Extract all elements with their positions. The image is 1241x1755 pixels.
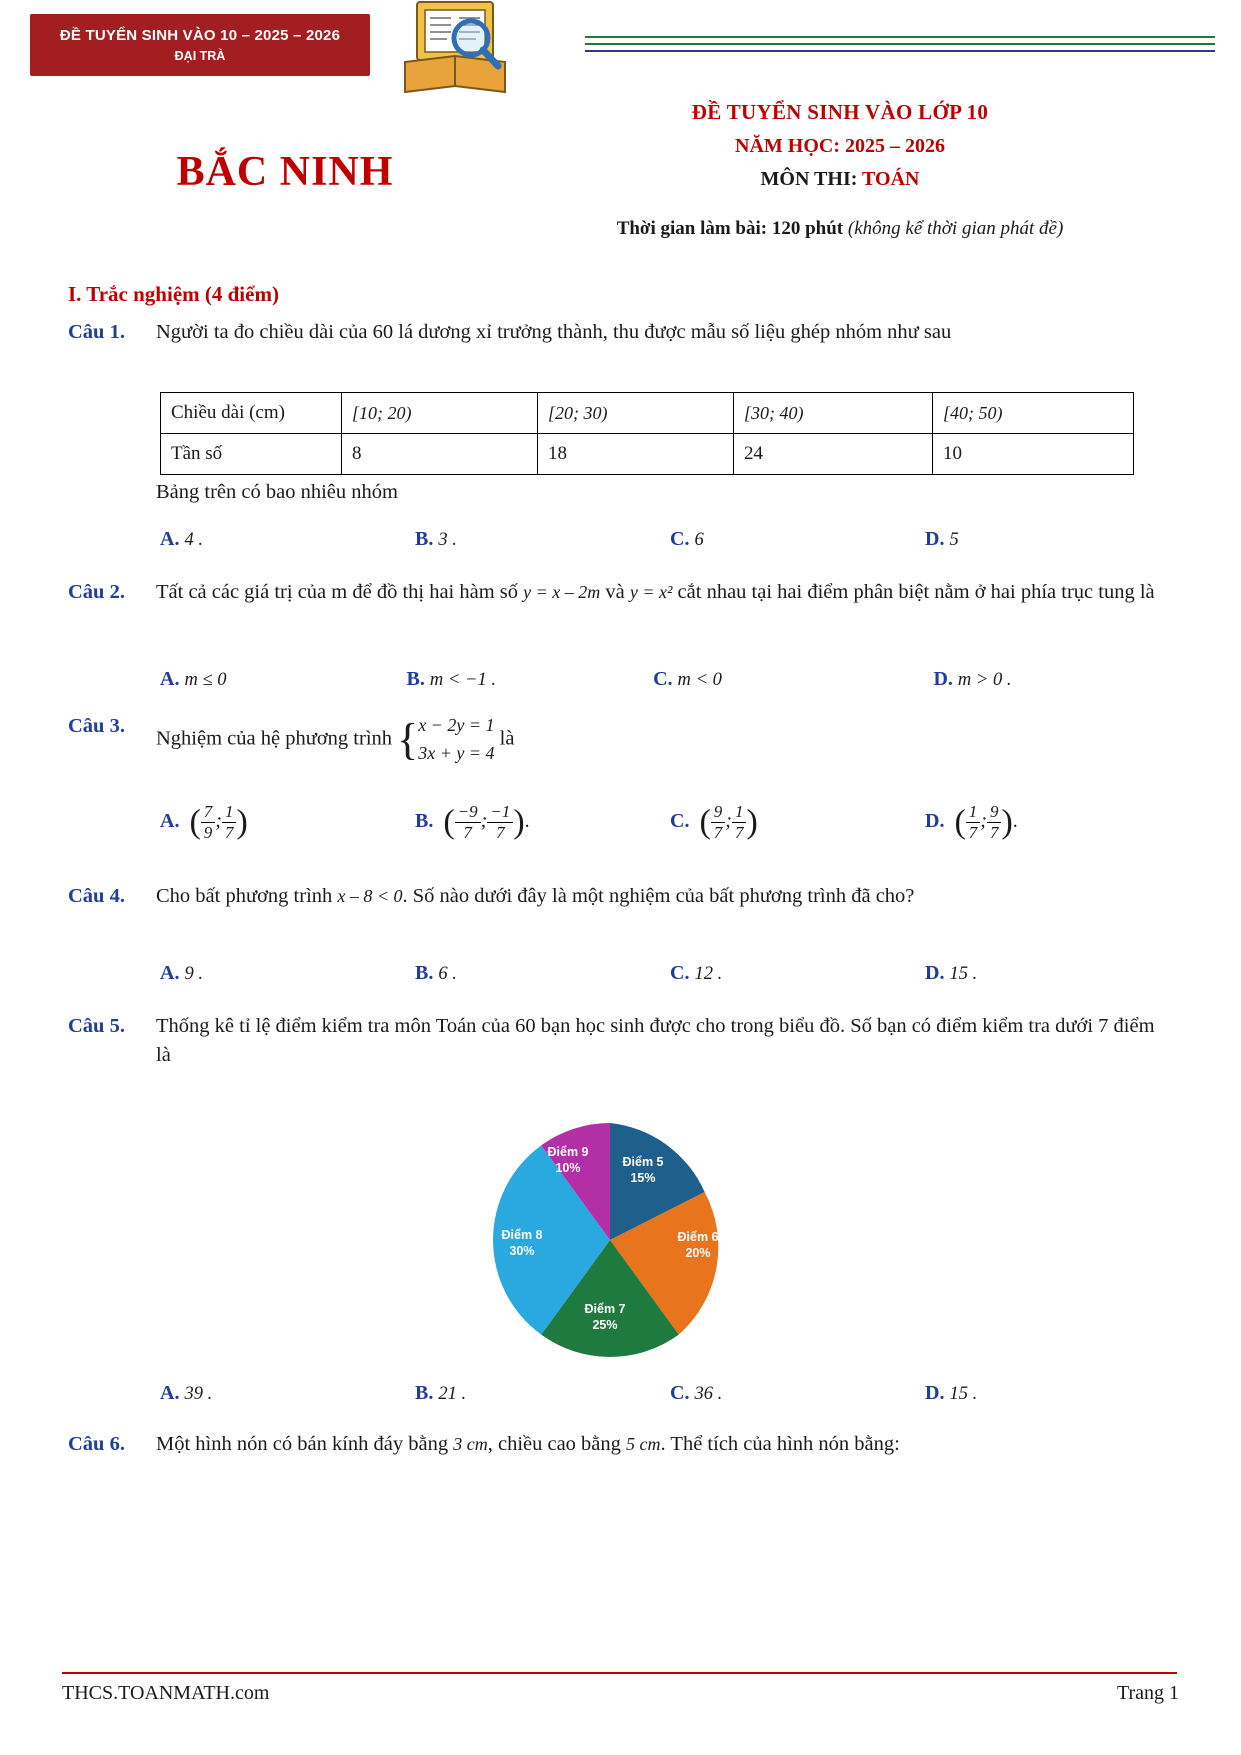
question-1-text: Người ta đo chiều dài của 60 lá dương xỉ trưởng thành, thu được mẫu số liệu ghép nhóm như sau — [156, 321, 952, 343]
option-c[interactable] — [670, 528, 925, 551]
option-value: 21 . — [438, 1384, 467, 1404]
option-key: D. — [925, 1382, 945, 1404]
paren-open: ( — [443, 803, 455, 841]
question-1-options — [160, 528, 1180, 551]
pie-label-diem-7: Điểm 7 25% — [584, 1302, 626, 1332]
paren-close: ) — [746, 803, 758, 841]
option-key: A. — [160, 810, 180, 833]
option-key: C. — [670, 1382, 690, 1404]
option-key: B. — [415, 528, 434, 550]
option-a[interactable] — [160, 668, 407, 691]
table-cell: 18 — [538, 434, 734, 475]
option-b[interactable] — [415, 1382, 670, 1405]
option-key: C. — [670, 962, 690, 984]
book-magnifier-icon — [395, 0, 515, 100]
banner-line-2: ĐẠI TRÀ — [174, 49, 226, 63]
table-header-length: Chiều dài (cm) — [161, 393, 342, 434]
question-3-options — [160, 802, 1180, 843]
q6-radius: 3 cm — [453, 1434, 488, 1454]
paren-close: ) — [1001, 803, 1013, 841]
option-a[interactable] — [160, 528, 415, 551]
option-key: B. — [406, 668, 425, 690]
table-cell: 10 — [933, 434, 1134, 475]
pie-value-diem-9: 10% — [555, 1160, 581, 1175]
option-a[interactable] — [160, 1382, 415, 1405]
q4-inequality: x – 8 < 0 — [337, 886, 403, 906]
fraction-2: $\frac{1}{7}$ — [732, 802, 747, 843]
option-key: B. — [415, 962, 434, 984]
q3-equations — [418, 712, 494, 768]
option-value: 6 — [694, 530, 704, 550]
table-cell: [30; 40) — [734, 393, 933, 434]
header-rule-lines — [585, 36, 1215, 57]
q2-function-2: y = x² — [629, 582, 673, 602]
q3-text-b: là — [494, 727, 515, 750]
question-2-options — [160, 668, 1180, 691]
option-key: C. — [670, 528, 690, 550]
paren-close: ) — [236, 803, 248, 841]
option-key: A. — [160, 962, 180, 984]
q3-eq-1: x − 2y = 1 — [418, 715, 495, 735]
option-d[interactable] — [925, 1382, 1180, 1405]
paren-close: ) — [513, 803, 525, 841]
pie-value-diem-7: 25% — [592, 1317, 618, 1332]
question-5-options — [160, 1382, 1180, 1405]
pie-value-diem-8: 30% — [509, 1243, 535, 1258]
question-2-label: Câu 2. — [68, 581, 125, 603]
question-2 — [68, 578, 1173, 607]
pie-value-diem-6: 20% — [685, 1245, 711, 1260]
option-value: m > 0 . — [957, 670, 1012, 690]
grade-distribution-pie-chart — [480, 1110, 760, 1385]
option-key: D. — [925, 528, 945, 550]
fraction-1: $\frac{1}{7}$ — [966, 802, 981, 843]
option-value: 9 . — [184, 964, 203, 984]
q6-height: 5 cm — [626, 1434, 661, 1454]
exam-banner — [30, 14, 370, 76]
question-4-text — [156, 882, 1156, 911]
table-cell: 8 — [342, 434, 538, 475]
option-key: B. — [415, 1382, 434, 1404]
question-1-followup — [68, 478, 1173, 507]
exam-title-line-1: ĐỀ TUYỂN SINH VÀO LỚP 10 — [691, 100, 989, 124]
question-3 — [68, 712, 1173, 768]
question-6-label: Câu 6. — [68, 1433, 125, 1455]
option-a[interactable] — [160, 962, 415, 985]
question-1 — [68, 318, 1173, 347]
q4-text-b: . Số nào dưới đây là một nghiệm của bất phương trình đã cho? — [402, 885, 915, 907]
subject-name: TOÁN — [862, 168, 920, 190]
question-5 — [68, 1012, 1173, 1070]
option-key: C. — [653, 668, 673, 690]
option-a[interactable]: A. ( $\frac{7}{9}$ ; $\frac{1}{7}$ ) — [160, 802, 248, 842]
option-c[interactable]: C. ( $\frac{9}{7}$ ; $\frac{1}{7}$ ) — [670, 802, 758, 842]
table-header-frequency: Tần số — [161, 434, 342, 475]
question-1-label: Câu 1. — [68, 321, 125, 343]
question-1-followup-text: Bảng trên có bao nhiêu nhóm — [156, 481, 398, 503]
pie-value-diem-5: 15% — [630, 1170, 656, 1185]
q3-eq-2: 3x + y = 4 — [418, 742, 495, 763]
table-cell: 24 — [734, 434, 933, 475]
option-b[interactable] — [415, 962, 670, 985]
option-key: A. — [160, 668, 180, 690]
option-c[interactable] — [670, 962, 925, 985]
subject-prefix: MÔN THI: — [760, 168, 863, 190]
footer-divider — [62, 1672, 1177, 1674]
question-6 — [68, 1430, 1173, 1459]
fraction-2: $\frac{9}{7}$ — [987, 802, 1002, 843]
exam-title-line-2: NĂM HỌC: 2025 – 2026 — [735, 135, 945, 157]
q2-text-b: và — [600, 581, 630, 603]
table-row — [161, 393, 1134, 434]
question-3-label: Câu 3. — [68, 715, 125, 737]
fraction-1: $\frac{-9}{7}$ — [455, 802, 481, 843]
exam-subject-line — [470, 168, 1210, 191]
q2-text-a: Tất cả các giá trị của m để đồ thị hai hàm số — [156, 581, 524, 603]
pie-label-diem-9: Điểm 9 10% — [547, 1145, 589, 1175]
option-key: A. — [160, 1382, 180, 1404]
question-2-text — [156, 578, 1156, 607]
province-name: BẮC NINH — [176, 149, 394, 195]
paren-open: ( — [954, 803, 966, 841]
question-6-text — [156, 1430, 1156, 1459]
option-c[interactable] — [670, 1382, 925, 1405]
q3-system — [397, 712, 494, 768]
table-cell: [10; 20) — [342, 393, 538, 434]
q2-function-1: y = x – 2m — [523, 582, 601, 602]
option-value: m ≤ 0 — [184, 670, 227, 690]
option-key: D. — [925, 810, 945, 833]
table-row — [161, 434, 1134, 475]
option-b[interactable] — [407, 668, 654, 691]
question-3-text — [156, 712, 1156, 768]
footer-page-number: Trang 1 — [1116, 1682, 1179, 1704]
option-value: 36 . — [694, 1384, 723, 1404]
option-value: 15 . — [949, 964, 978, 984]
option-value: 4 . — [184, 530, 203, 550]
option-value: m < 0 — [677, 670, 722, 690]
exam-duration — [470, 218, 1210, 240]
option-d[interactable] — [933, 668, 1180, 691]
q6-text-a: Một hình nón có bán kính đáy bằng — [156, 1433, 454, 1455]
pie-label-diem-8: Điểm 8 30% — [501, 1228, 543, 1258]
fraction-1: $\frac{9}{7}$ — [711, 802, 726, 843]
option-b[interactable]: B. ( $\frac{-9}{7}$ ; $\frac{-1}{7}$ ). — [415, 802, 530, 842]
option-key: D. — [933, 668, 953, 690]
q2-text-c: cắt nhau tại hai điểm phân biệt nằm ở hai phía trục tung là — [672, 581, 1155, 603]
pie-label-diem-6: Điểm 6 20% — [677, 1230, 719, 1260]
duration-bold: Thời gian làm bài: 120 phút — [616, 218, 844, 239]
option-value: 39 . — [184, 1384, 213, 1404]
fraction-2: $\frac{1}{7}$ — [222, 802, 237, 843]
fraction-2: $\frac{-1}{7}$ — [487, 802, 513, 843]
table-cell: [40; 50) — [933, 393, 1134, 434]
option-value: 3 . — [438, 530, 457, 550]
footer-source: THCS.TOANMATH.com — [62, 1682, 270, 1704]
banner-line-1: ĐỀ TUYỂN SINH VÀO 10 – 2025 – 2026 — [59, 27, 341, 44]
question-4 — [68, 882, 1173, 911]
q4-text-a: Cho bất phương trình — [156, 885, 338, 907]
section-title: I. Trắc nghiệm (4 điểm) — [68, 282, 279, 306]
q6-text-b: , chiều cao bằng — [487, 1433, 627, 1455]
question-4-label: Câu 4. — [68, 885, 125, 907]
option-b[interactable] — [415, 528, 670, 551]
pie-label-diem-5: Điểm 5 15% — [622, 1155, 664, 1185]
question-4-options — [160, 962, 1180, 985]
option-value: 6 . — [438, 964, 457, 984]
option-value: 15 . — [949, 1384, 978, 1404]
option-d[interactable] — [925, 528, 1180, 551]
table-cell: [20; 30) — [538, 393, 734, 434]
paren-open: ( — [699, 803, 711, 841]
duration-note: (không kể thời gian phát đề) — [843, 218, 1064, 239]
option-d[interactable]: D. ( $\frac{1}{7}$ ; $\frac{9}{7}$ ). — [925, 802, 1018, 842]
option-key: B. — [415, 810, 434, 833]
question-5-text: Thống kê tỉ lệ điểm kiểm tra môn Toán của 60 bạn học sinh được cho trong biểu đồ. Số bạn có điểm kiểm tra dưới 7 điểm là — [156, 1015, 1155, 1067]
option-c[interactable] — [653, 668, 933, 691]
option-value: 12 . — [694, 964, 723, 984]
paren-open: ( — [189, 803, 201, 841]
option-key: A. — [160, 528, 180, 550]
q3-text-a: Nghiệm của hệ phương trình — [156, 727, 398, 750]
q6-text-c: . Thể tích của hình nón bằng: — [660, 1433, 900, 1455]
option-key: D. — [925, 962, 945, 984]
option-value: 5 — [949, 530, 959, 550]
option-d[interactable] — [925, 962, 1180, 985]
brace-glyph: { — [397, 714, 419, 764]
question-5-label: Câu 5. — [68, 1015, 125, 1037]
option-value: m < −1 . — [429, 670, 496, 690]
option-key: C. — [670, 810, 690, 833]
fraction-1: $\frac{7}{9}$ — [201, 802, 216, 843]
question-1-table — [160, 392, 1134, 475]
exam-title-block — [470, 100, 1210, 191]
